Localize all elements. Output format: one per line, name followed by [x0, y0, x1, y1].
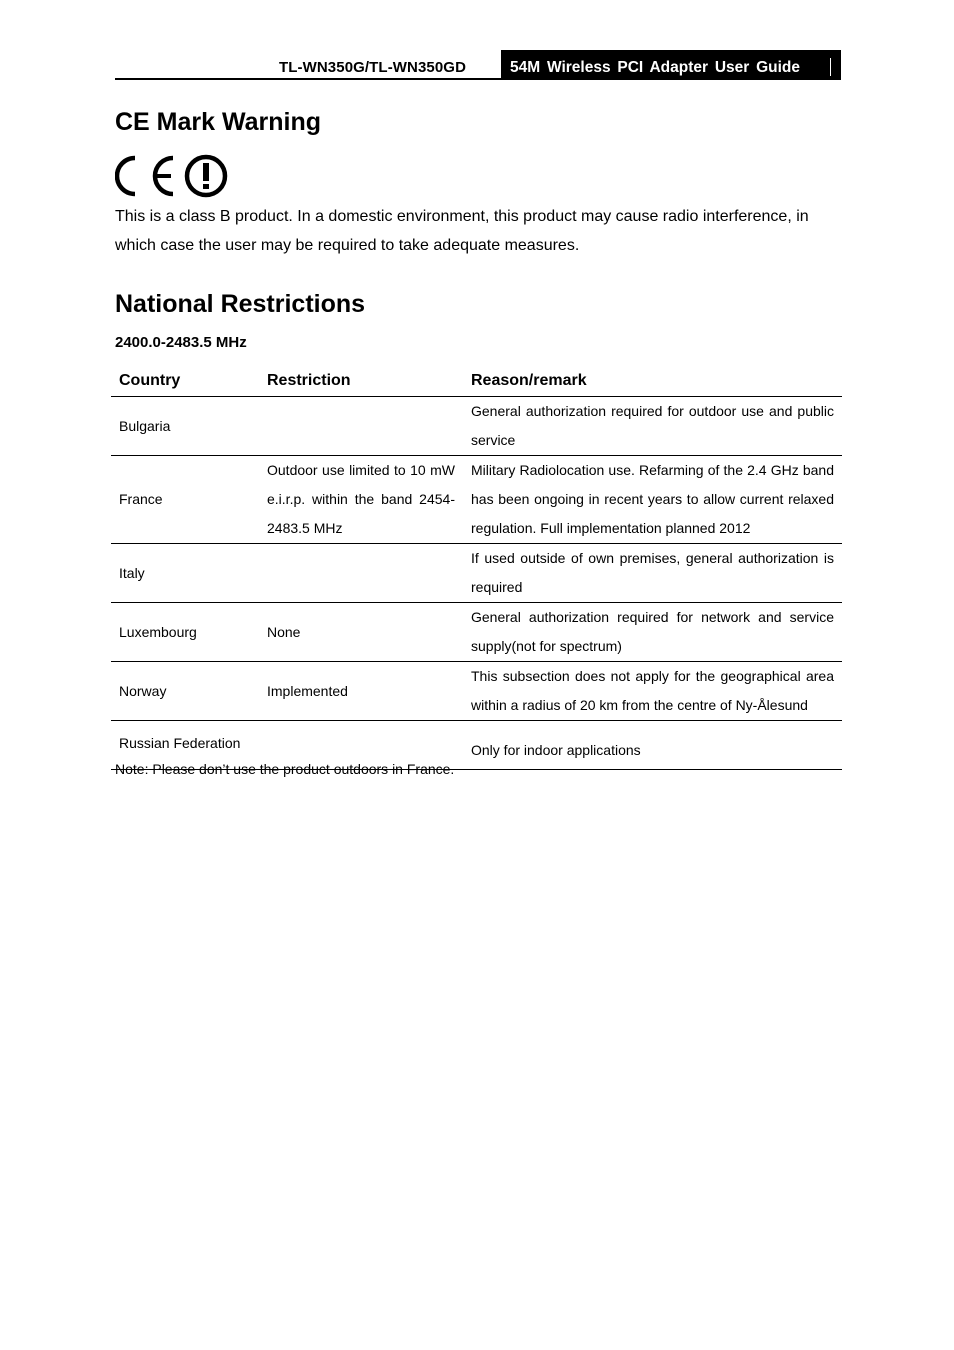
cell-restriction: Implemented [259, 662, 463, 721]
cell-reason: General authorization required for outdoor use and public service [463, 397, 842, 456]
table-row [111, 397, 842, 456]
cell-reason: Military Radiolocation use. Refarming of the 2.4 GHz band has been ongoing in recent years to allow current relaxed regulation. Full implementation planned 2012 [463, 456, 842, 544]
column-header-country: Country [111, 366, 259, 397]
ce-section-title: CE Mark Warning [115, 108, 322, 136]
table-row [111, 662, 842, 721]
cell-reason: This subsection does not apply for the geographical area within a radius of 20 km from the centre of Ny-Ålesund [463, 662, 842, 721]
table-row [111, 603, 842, 662]
cell-country: Italy [111, 544, 259, 603]
table-header-row [111, 366, 842, 397]
cell-reason: General authorization required for network and service supply(not for spectrum) [463, 603, 842, 662]
cell-restriction: Outdoor use limited to 10 mW e.i.r.p. within the band 2454-2483.5 MHz [259, 456, 463, 544]
cell-restriction [259, 397, 463, 456]
cell-reason: Only for indoor applications [463, 721, 842, 770]
header-guide-text: 54M Wireless PCI Adapter User Guide [510, 59, 801, 76]
column-header-reason: Reason/remark [463, 366, 842, 397]
national-restrictions-title: National Restrictions [115, 290, 366, 318]
cell-restriction: None [259, 603, 463, 662]
frequency-band: 2400.0-2483.5 MHz [115, 334, 247, 351]
cell-country: Russian Federation [111, 721, 259, 770]
table-row [111, 456, 842, 544]
cell-country: France [111, 456, 259, 544]
cell-restriction [259, 544, 463, 603]
cell-country: Bulgaria [111, 397, 259, 456]
cell-country: Norway [111, 662, 259, 721]
ce-paragraph: This is a class B product. In a domestic environment, this product may cause radio interference, in which case the user may be required to take adequate measures. [115, 208, 809, 254]
cell-reason: If used outside of own premises, general authorization is required [463, 544, 842, 603]
header-model: TL-WN350G/TL-WN350GD [279, 59, 467, 76]
restrictions-table [111, 366, 842, 770]
page-header [115, 50, 841, 80]
cell-country: Luxembourg [111, 603, 259, 662]
header-guide-title [501, 50, 841, 80]
text-cursor [830, 58, 831, 76]
france-note: Note: Please don’t use the product outdoors in France. [115, 761, 455, 777]
table-row [111, 544, 842, 603]
column-header-restriction: Restriction [259, 366, 463, 397]
ce-alert-mark-icon [115, 154, 229, 198]
